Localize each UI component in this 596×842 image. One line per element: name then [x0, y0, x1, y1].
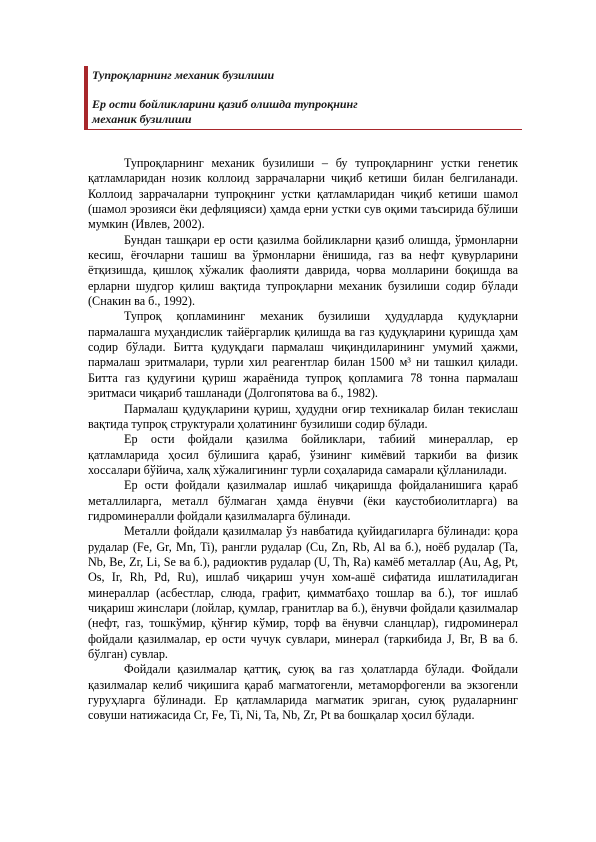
paragraph: Пармалаш қудуқларини қуриш, ҳудудни оғир техникалар билан текислаш вақтида тупроқ структурали ҳолатининг бузилиши содир бўлади.	[88, 401, 518, 431]
section-title: Тупроқларнинг механик бузилиши	[92, 68, 275, 82]
section-subtitle-line-1: Ер ости бойликларини қазиб олишда тупроқнинг	[92, 97, 358, 111]
section-subtitle-line-2: механик бузилиши	[92, 112, 192, 126]
paragraph: Тупроқларнинг механик бузилиши – бу тупроқларнинг устки генетик қатламларидан нозик коллоид заррачаларни чиқиб кетиши билан белгиланади. Коллоид заррачаларни тупроқнинг устки қатламларидан чиқиб кетиши шамол (шамол эрозияси ёки дефляцияси) ҳамда ерни устки сув оқими таъсирида бўлиши мумкин (Ивлев, 2002).	[88, 156, 518, 232]
header-rule	[88, 129, 522, 130]
paragraph: Металли фойдали қазилмалар ўз навбатида қуйидагиларга бўлинади: қора рудалар (Fe, Gr, Mn, Ti), рангли рудалар (Cu, Zn, Rb, Al ва б.), ноёб рудалар (Ta, Nb, Be, Zr, Li, Se ва б.), радиоктив рудалар (U, Th, Ra) камёб металлар (Au, Ag, Pt, Os, Ir, Rh, Pd, Ru), ишлаб чиқариш учун хом-ашё сифатида ишлатиладиган минераллар (асбестлар, слюда, графит, қимматбаҳо тошлар ва б.), тоғ ишлаб чиқариш жинслари (лойлар, қумлар, гранитлар ва б.), ёнувчи фойдали қазилмалар (нефт, газ, тошкўмир, қўнғир кўмир, торф ва ёнувчи сланцлар), гидроминерал фойдали қазилмалар, ер ости чучук сувлари, минерал (таркибида J, Br, B ва б. бўлган) сувлар.	[88, 524, 518, 661]
paragraph: Ер ости фойдали қазилмалар ишлаб чиқаришда фойдаланишига қараб металлиларга, металл бўлмаган ҳамда ёнувчи (ёки каустобиолитларга) ва гидроминералли фойдали қазилмаларга бўлинади.	[88, 478, 518, 523]
header-text	[92, 68, 520, 127]
paragraph: Бундан ташқари ер ости қазилма бойликларни қазиб олишда, ўрмонларни кесиш, ёғочларни ташиш ва ўрмонларни ёнишида, газ ва нефт қувурларини ётқизишда, қишлоқ хўжалик фаолияти даврида, чорва молларини боқишда ва ерларни шудгор қилиш вақтида тупроқларни механик бузилиши содир бўлади (Снакин ва б., 1992).	[88, 232, 518, 309]
paragraph: Тупроқ қопламининг механик бузилиши ҳудудларда қудуқларни пармалашга муҳандислик тайёргарлик қилишда ва газ қудуқларини қуришда ҳам содир бўлади. Битта қудуқдаги пармалаш чиқиндиларининг умумий ҳажми, пармалаш эритмалари, турли хил реагентлар билан 1500 м³ ни ташкил қилади. Битта газ қудуғини қуриш жараёнида тупроқ қопламига 78 тонна пармалаш эритмаси чиқариб ташланади (Долгопятова ва б., 1982).	[88, 309, 518, 401]
header-accent-bar	[84, 66, 88, 130]
paragraph: Ер ости фойдали қазилма бойликлари, табиий минераллар, ер қатламларида ҳосил бўлишига қараб, ўзининг кимёвий таркиби ва физик хоссалари бўйича, халқ хўжалигининг турли соҳаларида самарали қўлланилади.	[88, 432, 518, 477]
paragraph: Фойдали қазилмалар қаттиқ, суюқ ва газ ҳолатларда бўлади. Фойдали қазилмалар келиб чиқишига қараб магматогенли, метаморфогенли ва экзогенли гуруҳларга бўлинади. Ер қатламларида магматик эриган, суюқ рудаларнинг совуши натижасида Cr, Fe, Ti, Ni, Ta, Nb, Zr, Pt ва бошқалар ҳосил бўлади.	[88, 662, 518, 723]
body-text	[88, 156, 518, 724]
section-header	[84, 66, 522, 130]
